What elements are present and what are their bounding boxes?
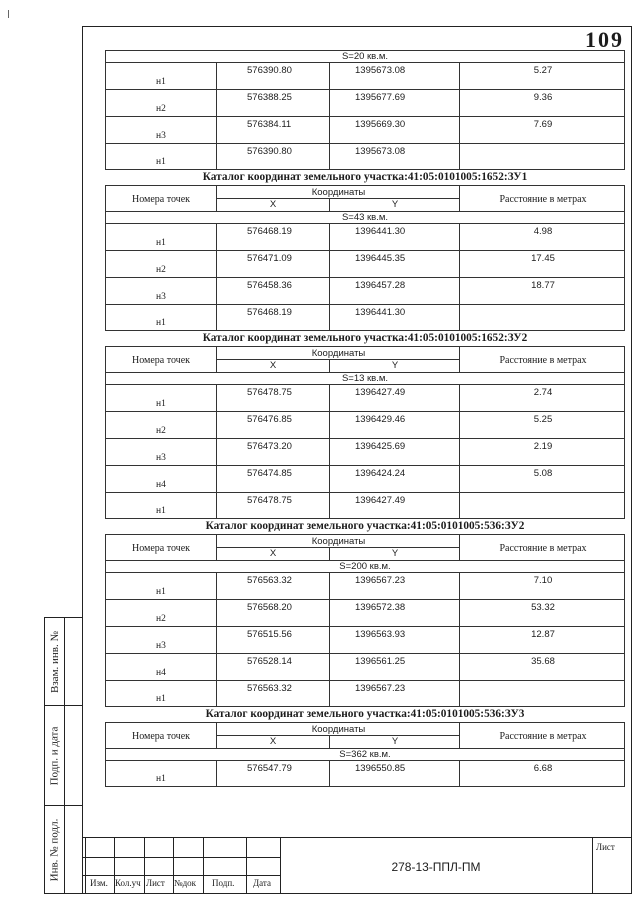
header-coords	[217, 723, 460, 749]
point-cell: н3	[106, 627, 217, 653]
header-coords-label: Координаты	[217, 723, 460, 736]
stamp-col-line	[144, 838, 145, 894]
area-row: S=362 кв.м.	[105, 748, 625, 760]
table-header	[105, 722, 625, 748]
inv-label-box	[45, 806, 64, 894]
stamp-row-line	[82, 857, 280, 858]
point-cell: н1	[106, 385, 217, 411]
stamp-data-label: Дата	[253, 878, 271, 888]
distance-cell: 17.45	[531, 253, 555, 264]
document-code: 278-13-ППЛ-ПМ	[391, 860, 481, 874]
point-cell: н2	[106, 412, 217, 438]
y-cell: 1396427.49	[330, 493, 460, 518]
x-cell: 576471.09	[217, 251, 330, 277]
table-row	[105, 116, 625, 143]
table-row	[105, 492, 625, 519]
table-row	[105, 277, 625, 304]
distance-cell: 4.98	[533, 226, 553, 237]
x-cell: 576468.19	[217, 305, 330, 330]
catalog-block	[105, 331, 625, 519]
catalog-content	[105, 50, 625, 787]
header-y: Y	[391, 199, 399, 210]
header-coords-label: Координаты	[217, 535, 460, 548]
table-row	[105, 89, 625, 116]
x-cell: 576390.80	[217, 144, 330, 169]
vzam-cell	[45, 618, 82, 705]
x-cell: 576458.36	[217, 278, 330, 304]
x-cell: 576515.56	[217, 627, 330, 653]
table-row	[105, 438, 625, 465]
x-cell: 576478.75	[217, 493, 330, 518]
stamp-podp-label: Подп.	[212, 878, 235, 888]
y-cell: 1395669.30	[330, 117, 460, 143]
header-x: X	[217, 199, 330, 212]
header-coords-label: Координаты	[217, 347, 460, 360]
x-cell: 576468.19	[217, 224, 330, 250]
x-cell: 576473.20	[217, 439, 330, 465]
x-cell: 576563.32	[217, 681, 330, 706]
stamp-col-line	[203, 838, 204, 894]
y-cell: 1396457.28	[330, 278, 460, 304]
y-cell: 1396424.24	[330, 466, 460, 492]
table-row	[105, 411, 625, 438]
y-cell: 1396429.46	[330, 412, 460, 438]
y-cell: 1396567.23	[330, 681, 460, 706]
catalog-block	[105, 170, 625, 331]
distance-cell: 2.74	[533, 387, 553, 398]
header-coords	[217, 347, 460, 373]
table-row	[105, 223, 625, 250]
area-row: S=13 кв.м.	[105, 372, 625, 384]
point-cell: н3	[106, 278, 217, 304]
header-distance: Расстояние в метрах	[499, 730, 587, 742]
y-cell: 1396572.38	[330, 600, 460, 626]
header-x: X	[217, 736, 330, 749]
sign-cell	[45, 705, 82, 805]
sheet-number: 109	[585, 27, 624, 52]
catalog-title: Каталог координат земельного участка:41:05:0101005:536:ЗУ2	[205, 520, 525, 532]
x-cell: 576390.80	[217, 63, 330, 89]
table-row	[105, 62, 625, 89]
y-cell: 1396445.35	[330, 251, 460, 277]
point-cell: н1	[106, 305, 217, 330]
header-y: Y	[391, 736, 399, 747]
stamp-col-line	[85, 838, 86, 894]
header-points: Номера точек	[106, 347, 217, 373]
y-cell: 1395677.69	[330, 90, 460, 116]
x-cell: 576528.14	[217, 654, 330, 680]
vzam-label-box	[45, 618, 64, 705]
table-row	[105, 599, 625, 626]
title-block	[82, 837, 632, 894]
header-coords	[217, 535, 460, 561]
stamp-col-line	[246, 838, 247, 894]
catalog-title: Каталог координат земельного участка:41:05:0101005:536:ЗУ3	[205, 708, 525, 720]
stamp-row-line	[82, 875, 280, 876]
table-row	[105, 572, 625, 599]
point-cell: н2	[106, 600, 217, 626]
table-row	[105, 465, 625, 492]
table-row	[105, 653, 625, 680]
header-distance: Расстояние в метрах	[499, 354, 587, 366]
x-cell: 576474.85	[217, 466, 330, 492]
distance-cell	[460, 305, 626, 330]
distance-cell: 7.69	[533, 119, 553, 130]
point-cell: н1	[106, 144, 217, 169]
table-row	[105, 304, 625, 331]
x-cell: 576388.25	[217, 90, 330, 116]
distance-cell: 9.36	[533, 92, 553, 103]
margin-mark	[8, 10, 9, 18]
x-cell: 576478.75	[217, 385, 330, 411]
distance-cell: 35.68	[531, 656, 555, 667]
y-cell: 1395673.08	[330, 63, 460, 89]
distance-cell: 5.08	[533, 468, 553, 479]
y-cell: 1396567.23	[330, 573, 460, 599]
point-cell: н1	[106, 63, 217, 89]
stamp-col-line	[592, 838, 593, 894]
table-row	[105, 250, 625, 277]
y-cell: 1396561.25	[330, 654, 460, 680]
y-cell: 1396427.49	[330, 385, 460, 411]
catalog-block	[105, 519, 625, 707]
y-cell: 1396441.30	[330, 305, 460, 330]
table-row	[105, 760, 625, 787]
point-cell: н2	[106, 90, 217, 116]
distance-cell: 53.32	[531, 602, 555, 613]
point-cell: н1	[106, 681, 217, 706]
distance-cell	[460, 681, 626, 706]
header-y: Y	[391, 360, 399, 371]
y-cell: 1396425.69	[330, 439, 460, 465]
point-cell: н1	[106, 761, 217, 786]
table-header	[105, 346, 625, 372]
area-row: S=200 кв.м.	[105, 560, 625, 572]
catalog-title: Каталог координат земельного участка:41:05:0101005:1652:ЗУ2	[202, 332, 528, 344]
x-cell: 576547.79	[217, 761, 330, 786]
point-cell: н3	[106, 117, 217, 143]
distance-cell: 5.27	[533, 65, 553, 76]
y-cell: 1396563.93	[330, 627, 460, 653]
header-distance: Расстояние в метрах	[499, 193, 587, 205]
x-cell: 576476.85	[217, 412, 330, 438]
table-header	[105, 185, 625, 211]
header-coords	[217, 186, 460, 212]
point-cell: н1	[106, 224, 217, 250]
distance-cell: 7.10	[533, 575, 553, 586]
point-cell: н4	[106, 654, 217, 680]
distance-cell: 6.68	[533, 763, 553, 774]
stamp-n-dok-label: №док	[174, 878, 197, 888]
stamp-izm-label: Изм.	[90, 878, 108, 888]
catalog-block	[105, 707, 625, 787]
distance-cell: 18.77	[531, 280, 555, 291]
catalog-title: Каталог координат земельного участка:41:05:0101005:1652:ЗУ1	[202, 171, 528, 183]
table-header	[105, 534, 625, 560]
y-cell: 1396550.85	[330, 761, 460, 786]
area-row: S=43 кв.м.	[105, 211, 625, 223]
point-cell: н1	[106, 493, 217, 518]
sign-label: Подп. и дата	[48, 726, 61, 786]
sign-label-box	[45, 706, 64, 806]
stamp-list-label: Лист	[146, 878, 165, 888]
point-cell: н4	[106, 466, 217, 492]
x-cell: 576384.11	[217, 117, 330, 143]
header-coords-label: Координаты	[217, 186, 460, 199]
table-row	[105, 384, 625, 411]
header-x: X	[217, 548, 330, 561]
header-distance: Расстояние в метрах	[499, 542, 587, 554]
point-cell: н1	[106, 573, 217, 599]
inv-cell	[45, 805, 82, 893]
header-points: Номера точек	[106, 723, 217, 749]
header-points: Номера точек	[106, 186, 217, 212]
distance-cell	[460, 493, 626, 518]
stamp-kol-uch-label: Кол.уч	[115, 878, 141, 888]
point-cell: н3	[106, 439, 217, 465]
header-y: Y	[391, 548, 399, 559]
inv-label: Инв. № подл.	[48, 818, 61, 882]
y-cell: 1395673.08	[330, 144, 460, 169]
left-margin-stamp	[44, 617, 82, 894]
distance-cell: 12.87	[531, 629, 555, 640]
vzam-label: Взам. инв. №	[48, 630, 61, 693]
area-row: S=20 кв.м.	[105, 50, 625, 62]
table-row	[105, 143, 625, 170]
table-row	[105, 680, 625, 707]
x-cell: 576563.32	[217, 573, 330, 599]
header-points: Номера точек	[106, 535, 217, 561]
x-cell: 576568.20	[217, 600, 330, 626]
header-x: X	[217, 360, 330, 373]
distance-cell	[460, 144, 626, 169]
stamp-sheet-label: Лист	[596, 842, 615, 852]
distance-cell: 5.25	[533, 414, 553, 425]
catalog-block	[105, 50, 625, 170]
point-cell: н2	[106, 251, 217, 277]
table-row	[105, 626, 625, 653]
y-cell: 1396441.30	[330, 224, 460, 250]
distance-cell: 2.19	[533, 441, 553, 452]
